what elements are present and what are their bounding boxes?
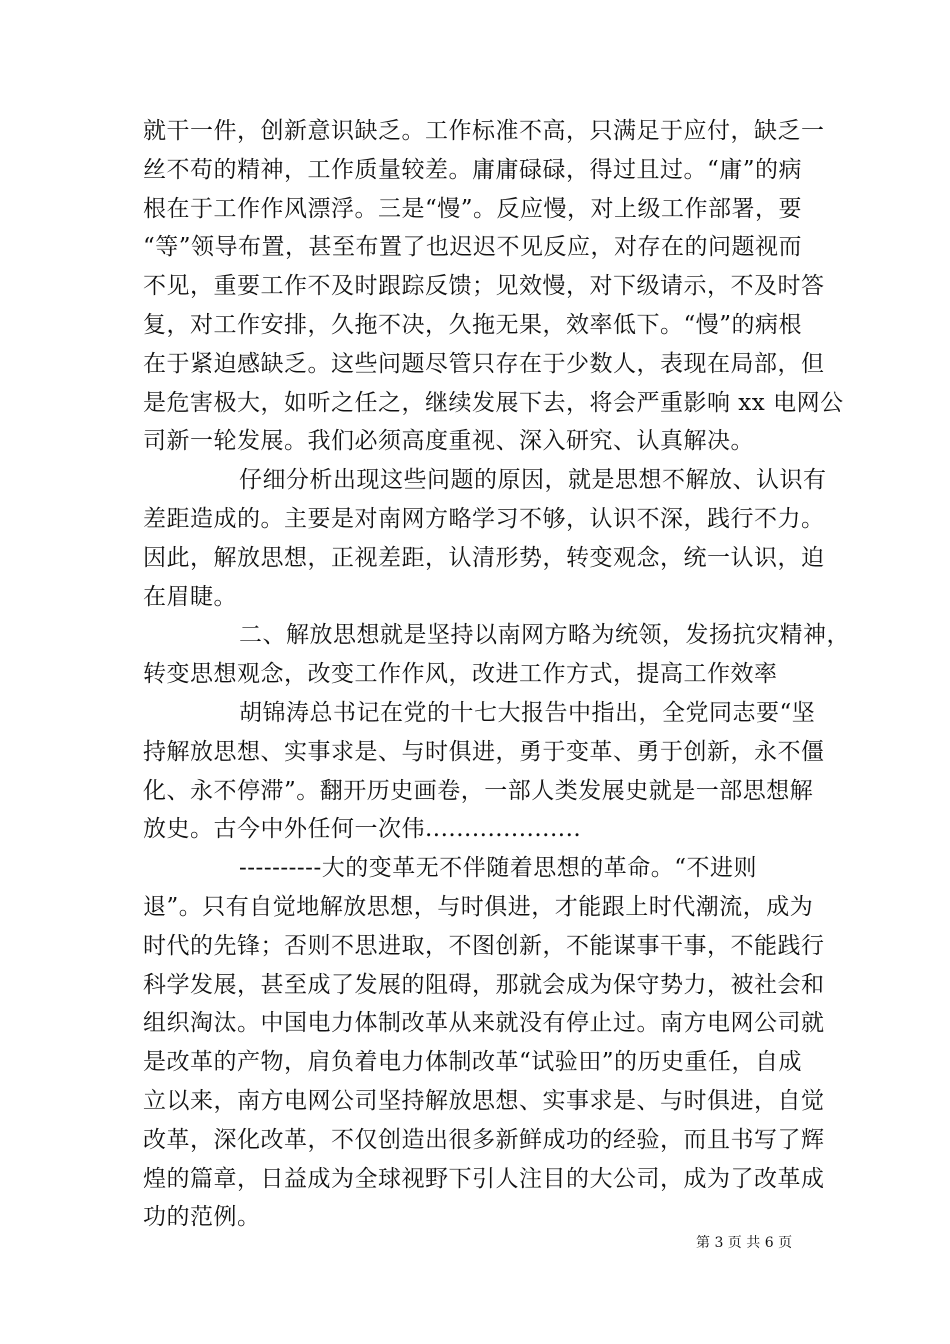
text-line: 司新一轮发展。我们必须高度重视、深入研究、认真解决。 xyxy=(143,428,754,455)
text-line: 不见，重要工作不及时跟踪反馈；见效慢，对下级请示，不及时答 xyxy=(143,273,825,300)
text-line: 时代的先锋；否则不思进取，不图创新，不能谋事干事，不能践行 xyxy=(143,932,825,959)
text-line: 丝不苟的精神，工作质量较差。庸庸碌碌，得过且过。“庸”的病 xyxy=(143,156,803,183)
text-line: 退”。只有自觉地解放思想，与时俱进，才能跟上时代潮流，成为 xyxy=(143,893,814,920)
text-line: 在眉睫。 xyxy=(143,583,237,610)
text-line: 复，对工作安排，久拖不决，久拖无果，效率低下。“慢”的病根 xyxy=(143,311,803,338)
text-line: “等”领导布置，甚至布置了也迟迟不见反应，对存在的问题视而 xyxy=(143,234,803,261)
text-line: 组织淘汰。中国电力体制改革从来就没有停止过。南方电网公司就 xyxy=(143,1010,825,1037)
text-line: 根在于工作作风漂浮。三是“慢”。反应慢，对上级工作部署，要 xyxy=(143,195,803,222)
section-heading-line: 转变思想观念，改变工作作风，改进工作方式，提高工作效率 xyxy=(143,661,778,688)
section-heading-line: 二、解放思想就是坚持以南网方略为统领，发扬抗灾精神， xyxy=(239,622,850,649)
text-line: 是危害极大，如听之任之，继续发展下去，将会严重影响 xx 电网公 xyxy=(143,389,844,416)
page-number-footer: 第 3 页 共 6 页 xyxy=(696,1235,793,1251)
text-line: 化、永不停滞”。翻开历史画卷，一部人类发展史就是一部思想解 xyxy=(143,777,814,804)
text-line: 差距造成的。主要是对南网方略学习不够，认识不深，践行不力。 xyxy=(143,505,825,532)
text-line: 持解放思想、实事求是、与时俱进，勇于变革、勇于创新，永不僵 xyxy=(143,738,825,765)
text-line: 因此，解放思想，正视差距，认清形势，转变观念，统一认识，迫 xyxy=(143,544,825,571)
text-line: 科学发展，甚至成了发展的阻碍，那就会成为保守势力，被社会和 xyxy=(143,971,825,998)
text-line: 立以来，南方电网公司坚持解放思想、实事求是、与时俱进，自觉 xyxy=(143,1087,825,1114)
text-line: 煌的篇章，日益成为全球视野下引人注目的大公司，成为了改革成 xyxy=(143,1165,825,1192)
text-line: 放史。古今中外任何一次伟.................... xyxy=(143,816,582,843)
paragraph-start-line: ----------大的变革无不伴随着思想的革命。“不进则 xyxy=(239,855,757,882)
paragraph-start-line: 胡锦涛总书记在党的十七大报告中指出，全党同志要“坚 xyxy=(239,699,816,726)
text-line: 功的范例。 xyxy=(143,1204,261,1231)
text-line: 就干一件，创新意识缺乏。工作标准不高，只满足于应付，缺乏一 xyxy=(143,118,825,144)
text-line: 是改革的产物，肩负着电力体制改革“试验田”的历史重任，自成 xyxy=(143,1049,803,1076)
paragraph-start-line: 仔细分析出现这些问题的原因，就是思想不解放、认识有 xyxy=(239,467,827,494)
text-line: 改革，深化改革，不仅创造出很多新鲜成功的经验，而且书写了辉 xyxy=(143,1126,825,1153)
text-line: 在于紧迫感缺乏。这些问题尽管只存在于少数人，表现在局部，但 xyxy=(143,350,825,377)
document-body xyxy=(143,112,850,1237)
